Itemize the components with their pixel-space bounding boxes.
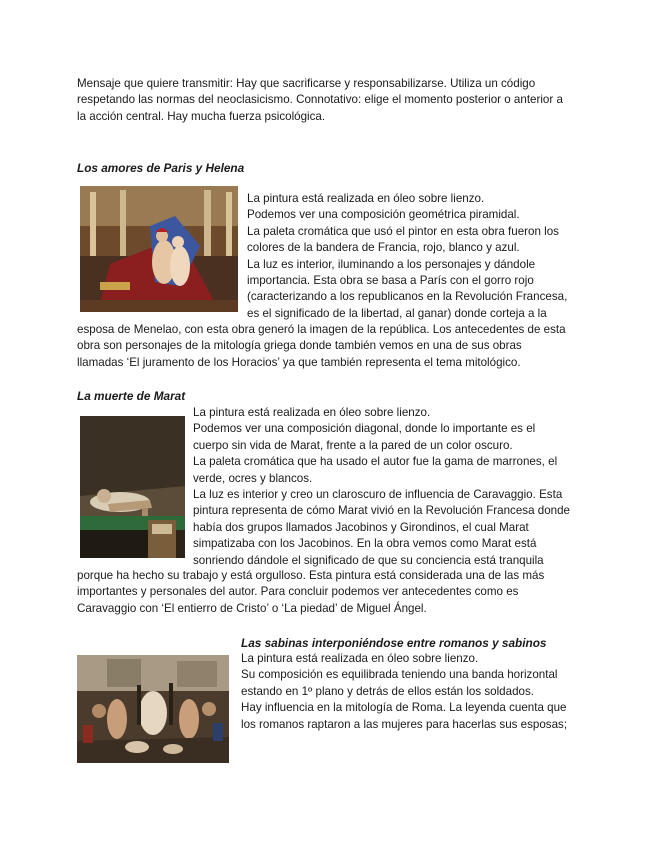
text-line: Podemos ver una composición diagonal, donde lo importante es el xyxy=(193,422,536,436)
text-line: colores de la bandera de Francia, rojo, blanco y azul. xyxy=(247,241,520,255)
text-line: La luz es interior y creo un claroscuro de influencia de Caravaggio. Esta xyxy=(193,488,563,502)
intro-line: respetando las normas del neoclasicismo. Connotativo: elige el momento posterior o anterior a xyxy=(77,93,563,107)
text-line: Podemos ver una composición geométrica piramidal. xyxy=(247,208,520,222)
section2-full-text xyxy=(77,568,544,617)
text-line: La luz es interior, iluminando a los personajes y dándole xyxy=(247,257,536,271)
text-line: pintura representa de cómo Marat vivió en la Revolución Francesa donde xyxy=(193,504,571,518)
text-line: obra son personajes de la mitología griega donde también vemos en una de sus obras xyxy=(77,339,522,353)
text-line: esposa de Menelao, con esta obra generó la imagen de la república. Los antecedentes de esta xyxy=(77,323,566,336)
section-title-marat: La muerte de Marat xyxy=(77,389,186,403)
intro-line: la acción central. Hay mucha fuerza psicológica. xyxy=(77,109,326,123)
text-line: verde, ocres y blancos. xyxy=(193,471,313,485)
section1-side-text xyxy=(247,191,567,322)
text-line: Caravaggio con ‘El entierro de Cristo’ o ‘La piedad’ de Miguel Ángel. xyxy=(77,601,427,615)
painting-sabine-women-icon xyxy=(77,655,229,763)
text-line: La paleta cromática que ha usado el autor fue la gama de marrones, el xyxy=(193,455,558,469)
text-line: cuerpo sin vida de Marat, frente a la pared de un color oscuro. xyxy=(193,438,513,452)
painting-paris-helena-icon xyxy=(80,186,238,312)
text-line: llamadas ‘El juramento de los Horacios’ ya que también representa el tema mitológico. xyxy=(77,355,521,369)
text-line: La pintura está realizada en óleo sobre lienzo. xyxy=(241,652,479,665)
intro-line: Mensaje que quiere transmitir: Hay que sacrificarse y responsabilizarse. Utiliza un código xyxy=(77,77,536,90)
intro-paragraph xyxy=(77,76,563,125)
text-line: había dos grupos llamados Jacobinos y Girondinos, el cual Marat xyxy=(193,520,529,534)
text-line: importancia. Esta obra se basa a París con el gorro rojo xyxy=(247,274,534,288)
section-title-paris-helena: Los amores de Paris y Helena xyxy=(77,161,245,175)
text-line: Su composición es equilibrada teniendo una banda horizontal xyxy=(241,668,558,682)
section2-side-text xyxy=(193,405,570,569)
text-line: los romanos raptaron a las mujeres para hacerlas sus esposas; xyxy=(241,717,568,731)
section-title-sabinas: Las sabinas interponiéndose entre romanos y sabinos xyxy=(241,636,547,650)
text-line: La pintura está realizada en óleo sobre lienzo. xyxy=(247,192,485,205)
section3-side-text xyxy=(241,651,567,733)
section1-full-text xyxy=(77,322,566,371)
painting-death-of-marat-icon xyxy=(80,416,185,558)
text-line: estando en 1º plano y detrás de ellos están los soldados. xyxy=(241,684,534,698)
text-line: porque ha hecho su trabajo y está orgulloso. Esta pintura está considerada una de las más xyxy=(77,569,545,582)
text-line: importantes y personales del autor. Para concluir podemos ver antecedentes como es xyxy=(77,585,519,599)
text-line: es el significado de la libertad, al ganar) donde corteja a la xyxy=(247,306,547,320)
text-line: La pintura está realizada en óleo sobre lienzo. xyxy=(193,406,431,419)
text-line: sonriendo dándole el significado de que su conciencia está tranquila xyxy=(193,553,544,567)
text-line: (caracterizando a los republicanos en la Revolución Francesa, xyxy=(247,290,568,304)
text-line: Hay influencia en la mitología de Roma. La leyenda cuenta que xyxy=(241,701,567,715)
text-line: La paleta cromática que usó el pintor en esta obra fueron los xyxy=(247,224,559,238)
text-line: simpatizaba con los Jacobinos. En la obra vemos como Marat está xyxy=(193,537,537,551)
